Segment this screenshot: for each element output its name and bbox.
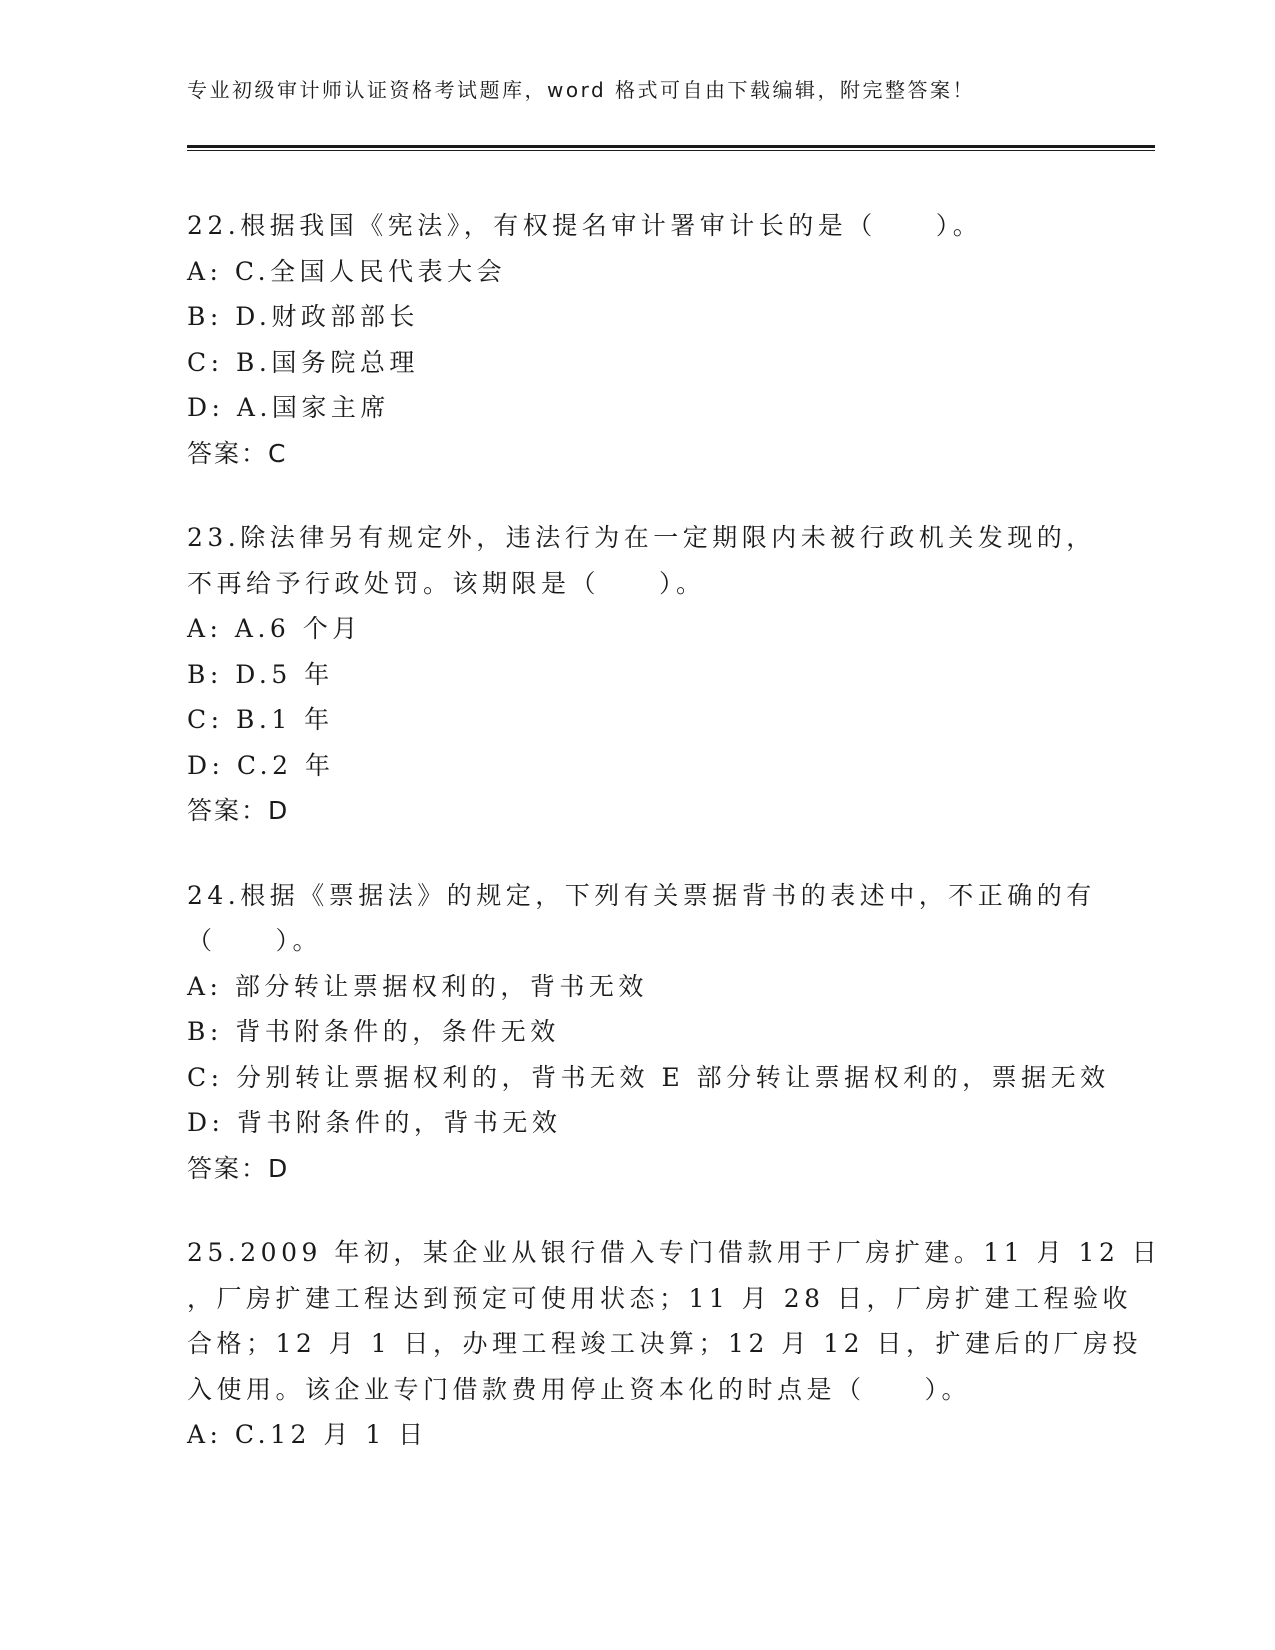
option-b: B: 背书附条件的，条件无效 [187,1017,560,1046]
stem-line: 入使用。该企业专门借款费用停止资本化的时点是（ ）。 [187,1374,972,1404]
stem-line: 不再给予行政处罚。该期限是（ ）。 [187,568,706,598]
stem-line: 23.除法律另有规定外，违法行为在一定期限内未被行政机关发现的， [187,523,1096,552]
question-stem [187,203,1117,249]
stem-line: 22.根据我国《宪法》，有权提名审计署审计长的是（ ）。 [187,211,983,240]
question-24 [187,873,1117,1192]
option-d: D: A.国家主席 [187,393,390,422]
stem-line: （ ）。 [187,926,323,955]
answer-line [187,1146,1117,1192]
option-d: D: C.2 年 [187,750,335,780]
document-header: 专业初级审计师认证资格考试题库，word 格式可自由下载编辑，附完整答案！ [187,78,976,102]
question-stem [187,873,1117,964]
answer-label: 答案： [187,1153,269,1183]
option-d: D: 背书附条件的，背书无效 [187,1108,562,1137]
header-divider-thick [187,145,1155,148]
answer-value: C [268,438,288,468]
option-b: B: D.5 年 [187,659,334,689]
header-divider-thin [187,150,1155,151]
option-a: A: C.全国人民代表大会 [187,256,507,286]
question-list [187,203,1162,1497]
answer-label: 答案： [187,438,269,468]
question-stem [187,1230,1162,1412]
option-a: A: 部分转让票据权利的，背书无效 [187,971,648,1001]
question-25 [187,1230,1162,1458]
answer-line [187,788,1117,834]
option-b: B: D.财政部部长 [187,302,419,331]
stem-line: 25.2009 年初，某企业从银行借入专门借款用于厂房扩建。11 月 12 日 [187,1238,1162,1267]
answer-label: 答案： [187,796,269,825]
option-c: C: 分别转让票据权利的，背书无效 E 部分转让票据权利的，票据无效 [187,1062,1110,1092]
answer-value: D [268,796,290,825]
question-23 [187,515,1117,834]
answer-value: D [268,1153,290,1183]
option-a: A: C.12 月 1 日 [187,1420,428,1449]
stem-line: 合格；12 月 1 日，办理工程竣工决算；12 月 12 日，扩建后的厂房投 [187,1329,1143,1358]
option-c: C: B.1 年 [187,705,334,734]
answer-line [187,431,1117,477]
question-stem [187,515,1117,606]
question-22 [187,203,1117,476]
option-a: A: A.6 个月 [187,614,362,643]
stem-line: 24.根据《票据法》的规定，下列有关票据背书的表述中，不正确的有 [187,880,1096,910]
option-c: C: B.国务院总理 [187,347,419,377]
stem-line: ，厂房扩建工程达到预定可使用状态；11 月 28 日，厂房扩建工程验收 [187,1283,1132,1313]
